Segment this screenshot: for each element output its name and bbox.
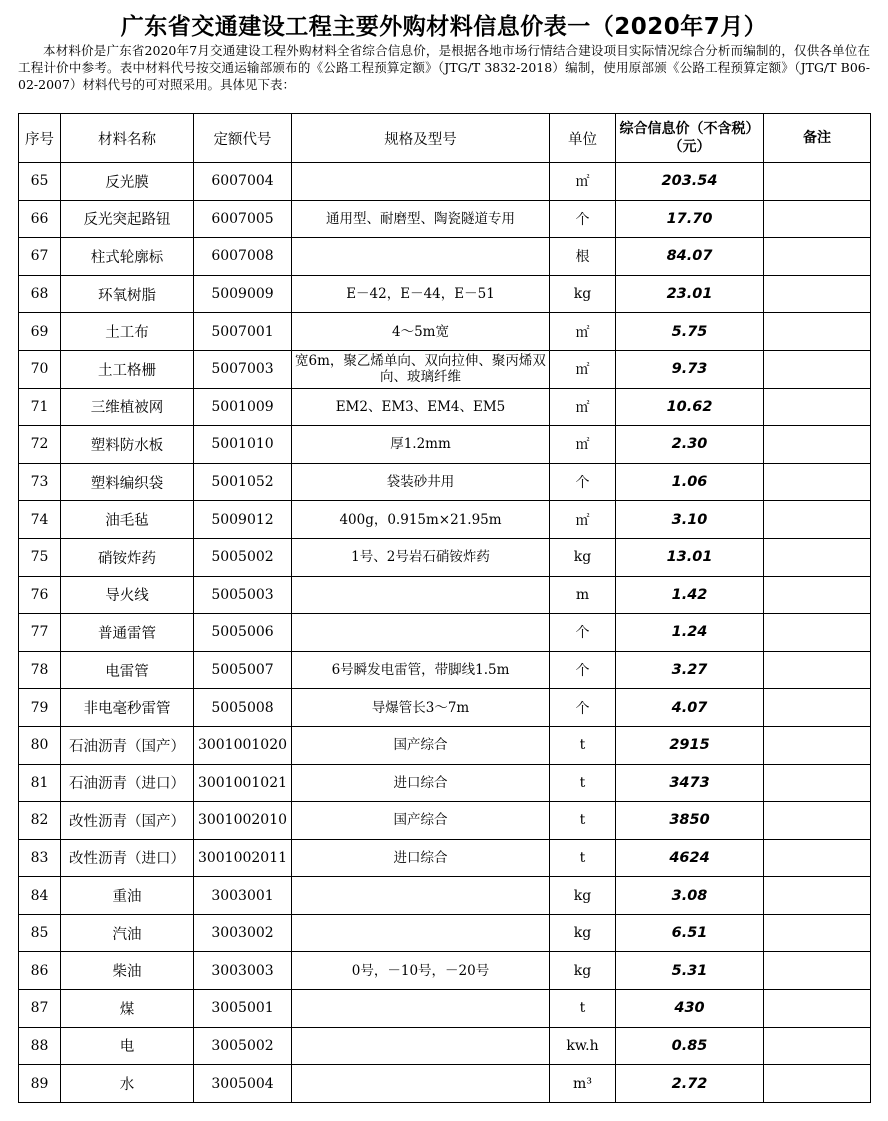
cell-note	[764, 952, 871, 990]
cell-code: 3005004	[194, 1065, 292, 1103]
cell-spec: 厚1.2mm	[292, 426, 550, 464]
cell-note	[764, 651, 871, 689]
header-name: 材料名称	[61, 114, 194, 163]
cell-name: 电雷管	[61, 651, 194, 689]
cell-price: 84.07	[616, 238, 764, 276]
cell-no: 70	[19, 350, 61, 388]
table-row	[19, 538, 871, 576]
cell-note	[764, 726, 871, 764]
table-row	[19, 952, 871, 990]
cell-code: 3005001	[194, 990, 292, 1028]
cell-name: 石油沥青（进口）	[61, 764, 194, 802]
cell-spec	[292, 1065, 550, 1103]
cell-name: 导火线	[61, 576, 194, 614]
cell-price: 0.85	[616, 1027, 764, 1065]
cell-price: 1.24	[616, 614, 764, 652]
table-row	[19, 802, 871, 840]
cell-spec	[292, 1027, 550, 1065]
cell-note	[764, 576, 871, 614]
table-row	[19, 764, 871, 802]
cell-code: 5005002	[194, 538, 292, 576]
cell-spec: 导爆管长3～7m	[292, 689, 550, 727]
table-row	[19, 651, 871, 689]
cell-price: 3850	[616, 802, 764, 840]
cell-no: 77	[19, 614, 61, 652]
cell-name: 石油沥青（国产）	[61, 726, 194, 764]
cell-unit: kg	[550, 538, 616, 576]
table-row	[19, 877, 871, 915]
cell-name: 三维植被网	[61, 388, 194, 426]
cell-spec	[292, 163, 550, 201]
cell-spec: 6号瞬发电雷管，带脚线1.5m	[292, 651, 550, 689]
cell-code: 3001002011	[194, 839, 292, 877]
table-row	[19, 388, 871, 426]
cell-code: 5007003	[194, 350, 292, 388]
cell-no: 89	[19, 1065, 61, 1103]
cell-spec	[292, 914, 550, 952]
cell-name: 水	[61, 1065, 194, 1103]
cell-note	[764, 1027, 871, 1065]
cell-note	[764, 501, 871, 539]
cell-name: 改性沥青（国产）	[61, 802, 194, 840]
cell-name: 汽油	[61, 914, 194, 952]
table-row	[19, 426, 871, 464]
cell-name: 土工布	[61, 313, 194, 351]
cell-unit: kg	[550, 877, 616, 915]
cell-code: 6007004	[194, 163, 292, 201]
cell-spec: 国产综合	[292, 726, 550, 764]
cell-price: 23.01	[616, 275, 764, 313]
header-price: 综合信息价（不含税）（元）	[616, 114, 764, 163]
table-row	[19, 726, 871, 764]
table-header-row	[19, 114, 871, 163]
header-code: 定额代号	[194, 114, 292, 163]
cell-note	[764, 689, 871, 727]
cell-code: 5007001	[194, 313, 292, 351]
table-row	[19, 313, 871, 351]
cell-spec: 通用型、耐磨型、陶瓷隧道专用	[292, 200, 550, 238]
cell-note	[764, 200, 871, 238]
cell-price: 3.10	[616, 501, 764, 539]
cell-unit: 个	[550, 614, 616, 652]
cell-note	[764, 764, 871, 802]
cell-unit: t	[550, 990, 616, 1028]
cell-name: 电	[61, 1027, 194, 1065]
cell-no: 88	[19, 1027, 61, 1065]
cell-code: 6007008	[194, 238, 292, 276]
cell-unit: 个	[550, 200, 616, 238]
cell-spec: EM2、EM3、EM4、EM5	[292, 388, 550, 426]
cell-spec: E－42，E－44，E－51	[292, 275, 550, 313]
cell-code: 3003001	[194, 877, 292, 915]
cell-name: 柱式轮廓标	[61, 238, 194, 276]
cell-name: 塑料编织袋	[61, 463, 194, 501]
cell-spec	[292, 877, 550, 915]
header-unit: 单位	[550, 114, 616, 163]
cell-spec: 国产综合	[292, 802, 550, 840]
header-no: 序号	[19, 114, 61, 163]
cell-name: 反光膜	[61, 163, 194, 201]
cell-no: 72	[19, 426, 61, 464]
cell-note	[764, 802, 871, 840]
cell-no: 84	[19, 877, 61, 915]
cell-code: 3001001021	[194, 764, 292, 802]
cell-unit: t	[550, 726, 616, 764]
cell-no: 85	[19, 914, 61, 952]
cell-code: 6007005	[194, 200, 292, 238]
table-row	[19, 990, 871, 1028]
cell-price: 5.31	[616, 952, 764, 990]
cell-unit: kg	[550, 275, 616, 313]
cell-spec: 宽6m，聚乙烯单向、双向拉伸、聚丙烯双向、玻璃纤维	[292, 350, 550, 388]
cell-code: 5001009	[194, 388, 292, 426]
cell-name: 重油	[61, 877, 194, 915]
cell-name: 硝铵炸药	[61, 538, 194, 576]
cell-code: 5005008	[194, 689, 292, 727]
cell-no: 86	[19, 952, 61, 990]
table-row	[19, 463, 871, 501]
cell-unit: t	[550, 764, 616, 802]
cell-code: 5009009	[194, 275, 292, 313]
table-row	[19, 163, 871, 201]
cell-spec: 1号、2号岩石硝铵炸药	[292, 538, 550, 576]
table-row	[19, 689, 871, 727]
cell-spec: 进口综合	[292, 839, 550, 877]
cell-no: 87	[19, 990, 61, 1028]
cell-unit: 个	[550, 689, 616, 727]
cell-no: 73	[19, 463, 61, 501]
cell-no: 68	[19, 275, 61, 313]
cell-unit: ㎡	[550, 501, 616, 539]
cell-code: 5009012	[194, 501, 292, 539]
cell-no: 78	[19, 651, 61, 689]
cell-no: 81	[19, 764, 61, 802]
cell-code: 3003003	[194, 952, 292, 990]
cell-no: 74	[19, 501, 61, 539]
table-row	[19, 576, 871, 614]
cell-code: 5005006	[194, 614, 292, 652]
cell-note	[764, 350, 871, 388]
cell-price: 10.62	[616, 388, 764, 426]
cell-code: 5001010	[194, 426, 292, 464]
cell-price: 203.54	[616, 163, 764, 201]
cell-spec: 400g，0.915m×21.95m	[292, 501, 550, 539]
header-spec: 规格及型号	[292, 114, 550, 163]
cell-note	[764, 538, 871, 576]
cell-unit: t	[550, 802, 616, 840]
cell-price: 6.51	[616, 914, 764, 952]
cell-code: 5005003	[194, 576, 292, 614]
cell-name: 柴油	[61, 952, 194, 990]
cell-code: 5001052	[194, 463, 292, 501]
cell-price: 2.72	[616, 1065, 764, 1103]
cell-code: 5005007	[194, 651, 292, 689]
cell-spec	[292, 990, 550, 1028]
cell-unit: ㎡	[550, 313, 616, 351]
cell-unit: 个	[550, 651, 616, 689]
cell-no: 71	[19, 388, 61, 426]
cell-price: 3.27	[616, 651, 764, 689]
cell-note	[764, 313, 871, 351]
cell-spec: 进口综合	[292, 764, 550, 802]
cell-price: 430	[616, 990, 764, 1028]
cell-name: 反光突起路钮	[61, 200, 194, 238]
cell-unit: 个	[550, 463, 616, 501]
page-title: 广东省交通建设工程主要外购材料信息价表一（2020年7月）	[120, 14, 768, 40]
table-row	[19, 914, 871, 952]
table-row	[19, 839, 871, 877]
table-row	[19, 501, 871, 539]
cell-price: 2.30	[616, 426, 764, 464]
cell-code: 3001001020	[194, 726, 292, 764]
table-row	[19, 1027, 871, 1065]
cell-price: 3473	[616, 764, 764, 802]
cell-price: 2915	[616, 726, 764, 764]
cell-spec: 4～5m宽	[292, 313, 550, 351]
cell-no: 65	[19, 163, 61, 201]
cell-no: 67	[19, 238, 61, 276]
cell-price: 13.01	[616, 538, 764, 576]
table-row	[19, 275, 871, 313]
cell-note	[764, 238, 871, 276]
table-row	[19, 614, 871, 652]
cell-no: 75	[19, 538, 61, 576]
cell-code: 3005002	[194, 1027, 292, 1065]
cell-name: 普通雷管	[61, 614, 194, 652]
cell-note	[764, 426, 871, 464]
cell-unit: ㎡	[550, 163, 616, 201]
cell-note	[764, 275, 871, 313]
cell-no: 69	[19, 313, 61, 351]
cell-no: 83	[19, 839, 61, 877]
cell-note	[764, 839, 871, 877]
cell-name: 改性沥青（进口）	[61, 839, 194, 877]
cell-spec	[292, 576, 550, 614]
table-row	[19, 200, 871, 238]
cell-spec: 0号，－10号，－20号	[292, 952, 550, 990]
cell-note	[764, 877, 871, 915]
cell-unit: ㎡	[550, 426, 616, 464]
cell-unit: t	[550, 839, 616, 877]
cell-price: 5.75	[616, 313, 764, 351]
cell-price: 1.42	[616, 576, 764, 614]
cell-price: 1.06	[616, 463, 764, 501]
cell-price: 17.70	[616, 200, 764, 238]
cell-note	[764, 388, 871, 426]
intro-paragraph: 本材料价是广东省2020年7月交通建设工程外购材料全省综合信息价，是根据各地市场行情结合建设项目实际情况综合分析而编制的，仅供各单位在工程计价中参考。表中材料代号按交通运输部颁布的《公路工程预算定额》（JTG/T 3832-2018）编制，使用原部颁《公路工程预算定额》（JTG/T B06-02-2007）材料代号的可对照采用。具体见下表：	[18, 43, 870, 92]
cell-name: 煤	[61, 990, 194, 1028]
cell-no: 79	[19, 689, 61, 727]
cell-name: 塑料防水板	[61, 426, 194, 464]
cell-name: 非电毫秒雷管	[61, 689, 194, 727]
cell-price: 3.08	[616, 877, 764, 915]
cell-no: 76	[19, 576, 61, 614]
cell-code: 3003002	[194, 914, 292, 952]
cell-note	[764, 614, 871, 652]
cell-unit: 根	[550, 238, 616, 276]
cell-price: 4624	[616, 839, 764, 877]
table-row	[19, 350, 871, 388]
header-note: 备注	[764, 114, 871, 163]
cell-note	[764, 463, 871, 501]
cell-price: 4.07	[616, 689, 764, 727]
cell-no: 80	[19, 726, 61, 764]
table-row	[19, 238, 871, 276]
cell-name: 土工格栅	[61, 350, 194, 388]
cell-spec	[292, 614, 550, 652]
cell-spec	[292, 238, 550, 276]
cell-note	[764, 914, 871, 952]
cell-spec: 袋装砂井用	[292, 463, 550, 501]
cell-no: 82	[19, 802, 61, 840]
cell-unit: kg	[550, 914, 616, 952]
price-table	[18, 113, 871, 1103]
cell-unit: kg	[550, 952, 616, 990]
cell-unit: m³	[550, 1065, 616, 1103]
cell-note	[764, 1065, 871, 1103]
cell-name: 环氧树脂	[61, 275, 194, 313]
cell-no: 66	[19, 200, 61, 238]
cell-note	[764, 990, 871, 1028]
cell-unit: ㎡	[550, 350, 616, 388]
cell-unit: ㎡	[550, 388, 616, 426]
cell-name: 油毛毡	[61, 501, 194, 539]
cell-unit: m	[550, 576, 616, 614]
cell-price: 9.73	[616, 350, 764, 388]
cell-unit: kw.h	[550, 1027, 616, 1065]
cell-code: 3001002010	[194, 802, 292, 840]
table-row	[19, 1065, 871, 1103]
cell-note	[764, 163, 871, 201]
